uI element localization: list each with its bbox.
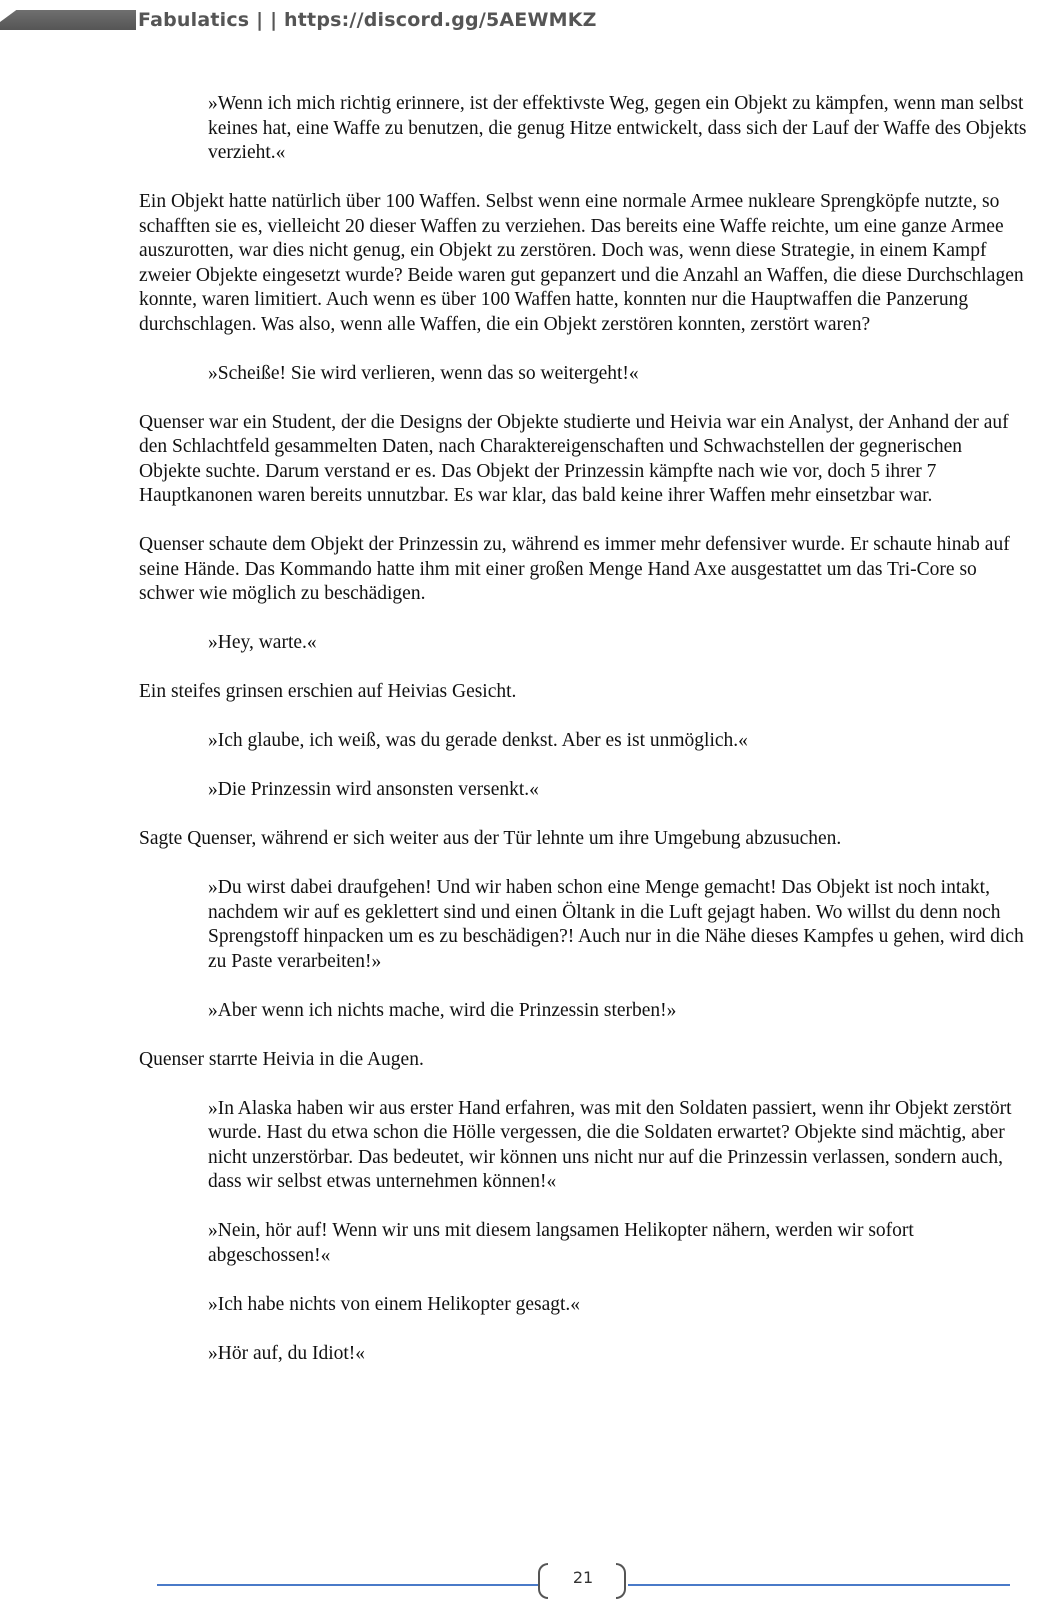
paragraph-narration: Quenser schaute dem Objekt der Prinzessin zu, während es immer mehr defensiver wurde. Er schaute hinab auf seine Hände. Das Kommando hatte ihm mit einer großen Menge Hand Axe ausgestattet um das Tri-Core so schwer wie möglich zu beschädigen. — [139, 534, 1010, 604]
page-number-left-bracket — [538, 1563, 548, 1599]
paragraph-dialogue: »Nein, hör auf! Wenn wir uns mit diesem langsamen Helikopter nähern, werden wir sofort abgeschossen!« — [208, 1220, 914, 1266]
paragraph-dialogue: »In Alaska haben wir aus erster Hand erfahren, was mit den Soldaten passiert, wenn ihr Objekt zerstört wurde. Hast du etwa schon die Hölle vergessen, die die Soldaten erwartet? Objekte sind mächtig, aber nicht unzerstörbar. Das bedeutet, wir können uns nicht nur auf die Prinzessin verlassen, sondern auch, dass wir selbst etwas unternehmen können!« — [208, 1097, 1012, 1192]
header-source-text: Fabulatics | | https://discord.gg/5AEWMKZ — [138, 9, 597, 31]
page-number: 21 — [572, 1568, 594, 1587]
paragraph-dialogue: »Hey, warte.« — [208, 632, 317, 653]
paragraph-dialogue: »Du wirst dabei draufgehen! Und wir haben schon eine Menge gemacht! Das Objekt ist noch intakt, nachdem wir auf es geklettert sind und einen Öltank in die Luft gejagt haben. Wo willst du denn noch Sprengstoff hinpacken um es zu beschädigen?! Auch nur in die Nähe dieses Kampfes u gehen, wird dich zu Paste verarbeiten!» — [208, 877, 1024, 972]
paragraph-narration: Ein Objekt hatte natürlich über 100 Waffen. Selbst wenn eine normale Armee nukleare Sprengköpfe nutzte, so schafften sie es, vielleicht 20 dieser Waffen zu verziehen. Das bereits eine Waffe reichte, um eine ganze Armee auszurotten, war dies nicht genug, ein Objekt zu zerstören. Doch was, wenn diese Strategie, in einem Kampf zweier Objekte eingesetzt wurde? Beide waren gut gepanzert und die Anzahl an Waffen, die diese Durchschlagen konnte, waren limitiert. Auch wenn es über 100 Waffen hatte, konnten nur die Hauptwaffen die Panzerung durchschlagen. Was also, wenn alle Waffen, die ein Objekt zerstören konnten, zerstört waren? — [139, 191, 1024, 335]
paragraph-dialogue: »Scheiße! Sie wird verlieren, wenn das so weitergeht!« — [208, 362, 639, 384]
paragraph-narration: Sagte Quenser, während er sich weiter aus der Tür lehnte um ihre Umgebung abzusuchen. — [139, 828, 842, 849]
paragraph-narration: Quenser starrte Heivia in die Augen. — [139, 1048, 424, 1070]
paragraph-narration: Ein steifes grinsen erschien auf Heivias Gesicht. — [139, 681, 517, 702]
paragraph-dialogue: »Ich glaube, ich weiß, was du gerade denkst. Aber es ist unmöglich.« — [208, 730, 748, 751]
paragraph-dialogue: »Die Prinzessin wird ansonsten versenkt.« — [208, 779, 539, 800]
footer-divider-right — [628, 1584, 1010, 1586]
page-number-right-bracket — [616, 1563, 626, 1599]
paragraph-narration: Quenser war ein Student, der die Designs der Objekte studierte und Heivia war ein Analyst, der Anhand der auf den Schlachtfeld gesammelten Daten, nach Charaktereigenschaften und Schwachstellen der gegnerischen Objekte suchte. Darum verstand er es. Das Objekt der Prinzessin kämpfte nach wie vor, doch 5 ihrer 7 Hauptkanonen waren bereits unnutzbar. Es war klar, das bald keine ihrer Waffen mehr einsetzbar war. — [139, 411, 1009, 506]
paragraph-dialogue: »Ich habe nichts von einem Helikopter gesagt.« — [208, 1293, 581, 1315]
paragraph-dialogue: »Wenn ich mich richtig erinnere, ist der effektivste Weg, gegen ein Objekt zu kämpfen, wenn man selbst keines hat, eine Waffe zu benutzen, die genug Hitze entwickelt, dass sich der Lauf der Waffe des Objekts verzieht.« — [208, 93, 1027, 163]
header-banner-bar — [0, 10, 136, 30]
paragraph-dialogue: »Hör auf, du Idiot!« — [208, 1342, 366, 1364]
page-body — [139, 92, 1027, 1391]
paragraph-dialogue: »Aber wenn ich nichts mache, wird die Prinzessin sterben!» — [208, 999, 677, 1021]
footer-divider-left — [157, 1584, 540, 1586]
